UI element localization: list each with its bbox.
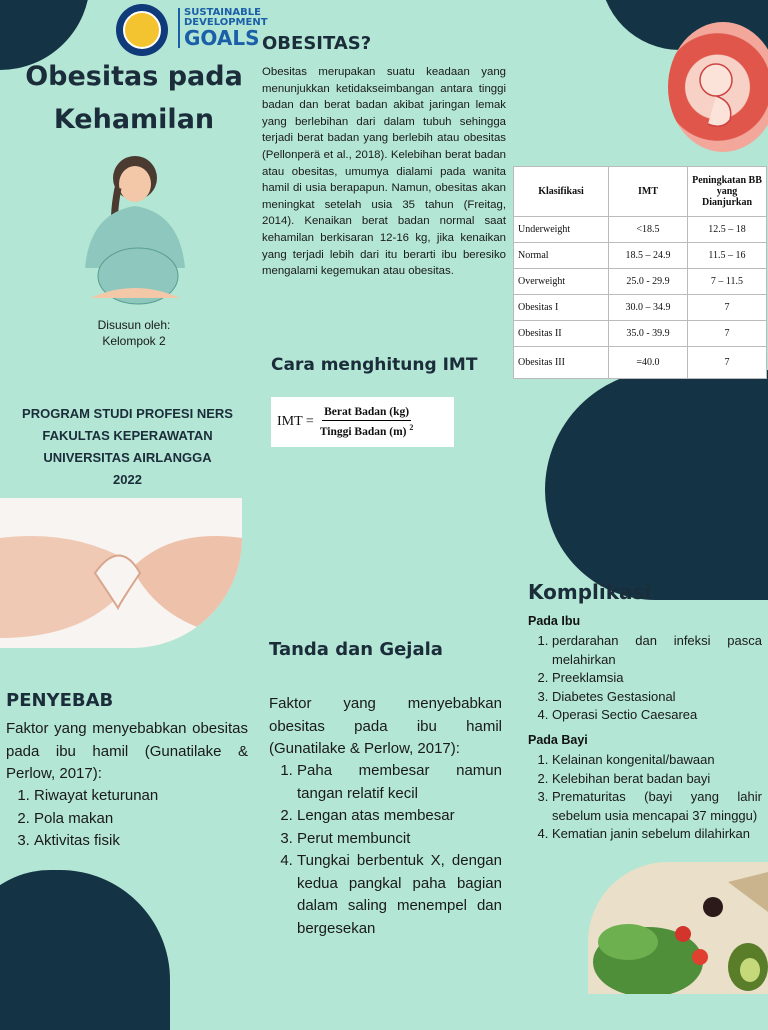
- page-title-line2: Kehamilan: [53, 104, 215, 135]
- page-title: [0, 55, 268, 141]
- table-row: [514, 269, 767, 295]
- tanda-heading: Tanda dan Gejala: [269, 639, 443, 660]
- imt-fraction: [320, 406, 414, 438]
- table-cell: Obesitas II: [514, 321, 609, 347]
- table-cell: <18.5: [609, 217, 688, 243]
- tanda-intro: Faktor yang menyebabkan obesitas pada ibu hamil (Gunatilake & Perlow, 2017):: [269, 695, 502, 757]
- table-cell: Overweight: [514, 269, 609, 295]
- imt-classification-table: [513, 166, 767, 379]
- table-cell: 18.5 – 24.9: [609, 243, 688, 269]
- komplikasi-ibu-list: [530, 632, 762, 725]
- penyebab-intro: Faktor yang menyebabkan obesitas pada ibu hamil (Gunatilake & Perlow, 2017):: [6, 720, 248, 782]
- table-cell: 35.0 - 39.9: [609, 321, 688, 347]
- vegetables-photo: [588, 862, 768, 994]
- sdg-line1: SUSTAINABLE: [184, 7, 261, 18]
- heart-hands-photo: [0, 498, 242, 648]
- institution-line3: UNIVERSITAS AIRLANGGA: [43, 450, 212, 465]
- komplikasi-bayi-label: Pada Bayi: [528, 733, 588, 747]
- list-item: 2. Preeklamsia: [552, 669, 762, 688]
- list-item: 1. Kelainan kongenital/bawaan: [552, 751, 762, 770]
- institution-line1: PROGRAM STUDI PROFESI NERS: [22, 406, 233, 421]
- imt-exponent: 2: [409, 423, 414, 433]
- table-row: [514, 347, 767, 379]
- author-block: [0, 317, 268, 349]
- blob-right-middle: [545, 370, 768, 600]
- table-cell: 7: [688, 295, 767, 321]
- blob-bottom-left: [0, 870, 170, 1030]
- list-item: 3. Perut membuncit: [297, 828, 502, 851]
- table-header-klasifikasi: Klasifikasi: [514, 167, 609, 217]
- table-cell: 11.5 – 16: [688, 243, 767, 269]
- komplikasi-heading: Komplikasi: [528, 580, 652, 604]
- tanda-list: [275, 760, 502, 940]
- table-cell: 7: [688, 347, 767, 379]
- table-row: [514, 243, 767, 269]
- fetus-icon: [668, 22, 768, 152]
- table-cell: Underweight: [514, 217, 609, 243]
- author-group: Kelompok 2: [102, 334, 166, 348]
- table-row: [514, 217, 767, 243]
- table-header-peningkatan: Peningkatan BB yang Dianjurkan: [688, 167, 767, 217]
- page-title-line1: Obesitas pada: [25, 61, 243, 92]
- embryo-illustration: [668, 22, 768, 152]
- table-cell: 30.0 – 34.9: [609, 295, 688, 321]
- institution-year: 2022: [113, 472, 142, 487]
- pregnant-woman-illustration: [70, 148, 200, 306]
- list-item: 4. Operasi Sectio Caesarea: [552, 706, 762, 725]
- table-cell: 25.0 - 29.9: [609, 269, 688, 295]
- institution-block: [0, 403, 255, 491]
- list-item: 3. Aktivitas fisik: [34, 830, 242, 853]
- imt-numerator: Berat Badan (kg): [322, 406, 411, 421]
- table-cell: 7: [688, 321, 767, 347]
- table-cell: 7 – 11.5: [688, 269, 767, 295]
- table-cell: Obesitas III: [514, 347, 609, 379]
- list-item: 2. Pola makan: [34, 808, 242, 831]
- list-item: 2. Kelebihan berat badan bayi: [552, 770, 762, 789]
- list-item: 1. Paha membesar namun tangan relatif kecil: [297, 760, 502, 805]
- list-item: 1. perdarahan dan infeksi pasca melahirkan: [552, 632, 762, 669]
- imt-formula-lhs: IMT =: [277, 414, 314, 429]
- table-header-imt: IMT: [609, 167, 688, 217]
- penyebab-heading: PENYEBAB: [6, 690, 114, 711]
- table-cell: =40.0: [609, 347, 688, 379]
- sdg-line3: GOALS: [184, 26, 260, 50]
- list-item: 2. Lengan atas membesar: [297, 805, 502, 828]
- institution-line2: FAKULTAS KEPERAWATAN: [42, 428, 213, 443]
- imt-heading: Cara menghitung IMT: [271, 355, 478, 375]
- list-item: 3. Prematuritas (bayi yang lahir sebelum usia mencapai 37 minggu): [552, 788, 762, 825]
- imt-formula: [271, 397, 454, 447]
- list-item: 4. Kematian janin sebelum dilahirkan: [552, 825, 762, 844]
- list-item: 1. Riwayat keturunan: [34, 785, 242, 808]
- sdg-logo: [178, 8, 268, 48]
- university-seal: [116, 4, 168, 56]
- penyebab-list: [12, 785, 242, 853]
- sdg-line2: DEVELOPMENT: [184, 17, 268, 28]
- table-cell: Obesitas I: [514, 295, 609, 321]
- table-cell: Normal: [514, 243, 609, 269]
- table-row: [514, 321, 767, 347]
- imt-denominator-row: [320, 421, 414, 438]
- imt-denominator: Tinggi Badan (m): [319, 425, 407, 438]
- komplikasi-bayi-list: [530, 751, 762, 844]
- list-item: 4. Tungkai berbentuk X, dengan kedua pangkal paha bagian dalam saling menempel dan bergesekan: [297, 850, 502, 940]
- list-item: 3. Diabetes Gestasional: [552, 688, 762, 707]
- obesitas-body: Obesitas merupakan suatu keadaan yang menunjukkan ketidakseimbangan antara tinggi badan dan berat badan akibat jaringan lemak yang berlebihan dari dalam tubuh sehingga terjadi berat badan yang berlebih atau obesitas (Pellonperä et al., 2018). Kelebihan berat badan atau obesitas, umumya dialami pada wanita hamil di usia berapapun. Namun, obesitas akan meningkat setelah usia 35 tahun (Freitag, 2014). Kenaikan berat badan normal saat kehamilan berkisaran 12-16 kg, jika kenaikan yang terjadi lebih dari itu berarti ibu beresiko mengalami kegemukan atau obesitas.: [262, 66, 506, 278]
- author-label: Disusun oleh:: [97, 318, 171, 332]
- table-cell: 12.5 – 18: [688, 217, 767, 243]
- obesitas-heading: OBESITAS?: [262, 33, 372, 54]
- komplikasi-ibu-label: Pada Ibu: [528, 614, 581, 628]
- table-row: [514, 295, 767, 321]
